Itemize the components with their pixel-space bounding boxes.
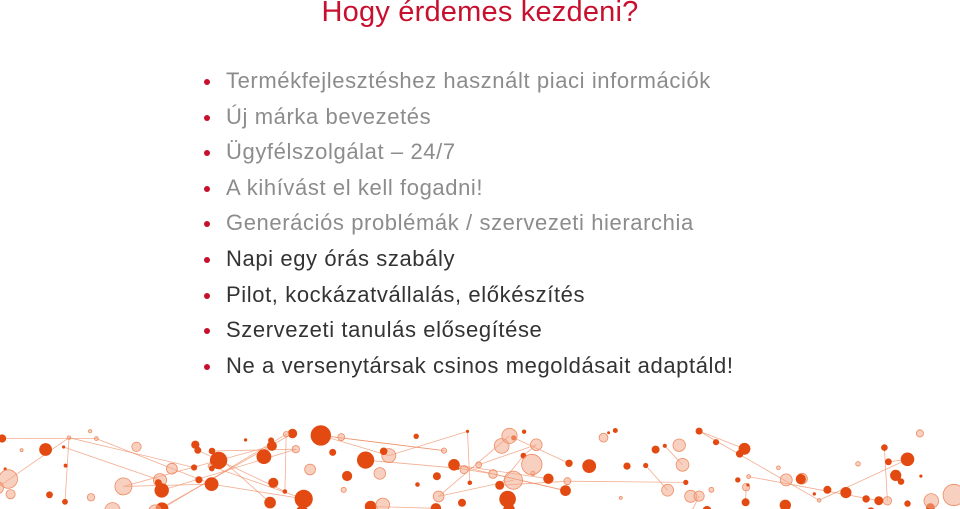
network-node (916, 430, 923, 437)
bullet-dot-icon (204, 150, 210, 156)
network-node (874, 496, 883, 505)
network-node (376, 498, 390, 509)
network-link (884, 448, 887, 501)
network-node (780, 500, 791, 509)
network-node (713, 439, 719, 445)
network-node (694, 491, 704, 501)
bullet-list (204, 63, 734, 383)
network-node (736, 450, 744, 458)
bullet-dot-icon (204, 115, 210, 121)
network-node (460, 466, 468, 474)
bullet-text: Ne a versenytársak csinos megoldásait adaptáld! (226, 352, 734, 378)
network-node (881, 444, 888, 451)
network-node (856, 462, 861, 467)
bullet-text: Pilot, kockázatvállalás, előkészítés (226, 281, 586, 307)
network-node (904, 500, 910, 506)
network-node (919, 475, 922, 478)
network-node (95, 437, 99, 441)
network-node (20, 449, 23, 452)
network-node (696, 428, 703, 435)
network-node (735, 477, 740, 482)
network-node (195, 476, 202, 483)
network-node (564, 478, 571, 485)
network-link (64, 447, 160, 480)
network-node (209, 448, 216, 455)
network-node (813, 492, 816, 495)
bullet-dot-icon (204, 293, 210, 299)
network-node (6, 490, 15, 499)
network-node (560, 485, 571, 496)
network-link (699, 431, 744, 449)
network-node (46, 491, 53, 498)
bullet-item (204, 134, 734, 170)
network-node (338, 434, 345, 441)
bullet-text: Ügyfélszolgálat – 24/7 (226, 139, 456, 165)
bullet-item (204, 348, 734, 384)
network-node (522, 454, 542, 474)
bullet-dot-icon (204, 186, 210, 192)
bullet-text: Szervezeti tanulás elősegítése (226, 317, 543, 343)
bullet-item (204, 312, 734, 348)
network-node (495, 481, 504, 490)
network-node (62, 499, 68, 505)
bullet-item (204, 205, 734, 241)
network-node (329, 449, 336, 456)
network-node (862, 495, 869, 502)
network-node (132, 442, 141, 451)
network-node (357, 452, 374, 469)
network-node (565, 460, 572, 467)
network-node (543, 474, 553, 484)
bullet-text: Új márka bevezetés (226, 103, 432, 129)
network-node (115, 478, 132, 495)
network-node (62, 445, 65, 448)
network-node (64, 464, 68, 468)
network-node (257, 449, 272, 464)
network-node (883, 497, 891, 505)
network-node (683, 480, 688, 485)
network-node (205, 477, 219, 491)
network-node (268, 478, 278, 488)
network-node (268, 437, 274, 443)
network-node (414, 434, 419, 439)
bullet-item (204, 277, 734, 313)
network-node (531, 439, 543, 451)
network-node (415, 482, 420, 487)
decorative-network-graphic (0, 420, 960, 509)
network-node (643, 463, 648, 468)
network-node (777, 466, 781, 470)
bullet-item (204, 99, 734, 135)
network-node (466, 430, 469, 433)
network-node (441, 448, 446, 453)
network-node (292, 446, 299, 453)
network-node (489, 470, 498, 479)
network-node (885, 458, 892, 465)
network-node (619, 496, 622, 499)
network-node (796, 474, 806, 484)
network-link (567, 481, 685, 482)
network-node (456, 467, 459, 470)
bullet-dot-icon (204, 221, 210, 227)
network-node (901, 453, 915, 467)
network-node (155, 479, 162, 486)
bullet-dot-icon (204, 79, 210, 85)
network-node (305, 464, 316, 475)
network-node (943, 484, 960, 505)
network-node (522, 430, 526, 434)
network-node (747, 475, 751, 479)
network-node (673, 439, 685, 451)
bullet-text: Termékfejlesztéshez használt piaci információk (226, 68, 711, 93)
network-nodes (0, 425, 960, 509)
network-node (88, 430, 91, 433)
network-node (840, 487, 851, 498)
network-link (210, 466, 304, 499)
network-node (662, 484, 674, 496)
network-node (380, 448, 388, 456)
network-node (341, 487, 346, 492)
network-node (502, 428, 517, 443)
bullet-text: Generációs problémák / szervezeti hierarchia (226, 210, 694, 236)
network-node (244, 438, 247, 441)
bullet-text: A kihívást el kell fogadni! (226, 174, 484, 200)
network-node (742, 498, 750, 506)
network-node (194, 447, 201, 454)
network-node (623, 463, 630, 470)
network-node (284, 432, 289, 437)
network-node (374, 468, 386, 480)
network-node (0, 434, 6, 442)
network-node (504, 471, 522, 489)
bullet-text: Napi egy órás szabály (226, 245, 456, 271)
network-node (476, 462, 482, 468)
network-node (39, 443, 52, 456)
bullet-dot-icon (204, 257, 210, 263)
bullet-dot-icon (204, 364, 210, 370)
network-node (613, 428, 618, 433)
network-link (123, 484, 211, 486)
network-node (780, 474, 792, 486)
slide-title: Hogy érdemes kezdeni? (321, 0, 639, 28)
network-link (366, 460, 458, 468)
bullet-item (204, 170, 734, 206)
network-node (167, 463, 178, 474)
network-node (468, 481, 473, 486)
network-node (365, 501, 377, 509)
network-node (191, 464, 197, 470)
network-node (105, 503, 120, 509)
network-node (283, 489, 288, 494)
bullet-item (204, 241, 734, 277)
bullet-dot-icon (204, 328, 210, 334)
network-node (599, 433, 608, 442)
network-node (342, 471, 352, 481)
network-node (431, 503, 441, 509)
network-node (890, 470, 901, 481)
network-node (823, 486, 831, 494)
network-node (746, 483, 749, 486)
network-node (607, 431, 610, 434)
network-node (311, 425, 331, 445)
network-node (924, 494, 939, 509)
network-node (433, 472, 441, 480)
network-node (817, 499, 821, 503)
bullet-item (204, 63, 734, 99)
network-node (709, 487, 714, 492)
network-node (652, 446, 660, 454)
network-node (433, 491, 444, 502)
network-link (468, 431, 470, 482)
network-node (676, 458, 689, 471)
network-node (582, 459, 596, 473)
network-node (458, 499, 466, 507)
network-link (389, 431, 468, 455)
network-node (87, 494, 94, 501)
network-link (285, 434, 286, 491)
network-node (264, 497, 276, 509)
network-node (295, 490, 313, 508)
network-node (209, 466, 215, 472)
network-node (67, 436, 71, 440)
network-node (663, 444, 667, 448)
